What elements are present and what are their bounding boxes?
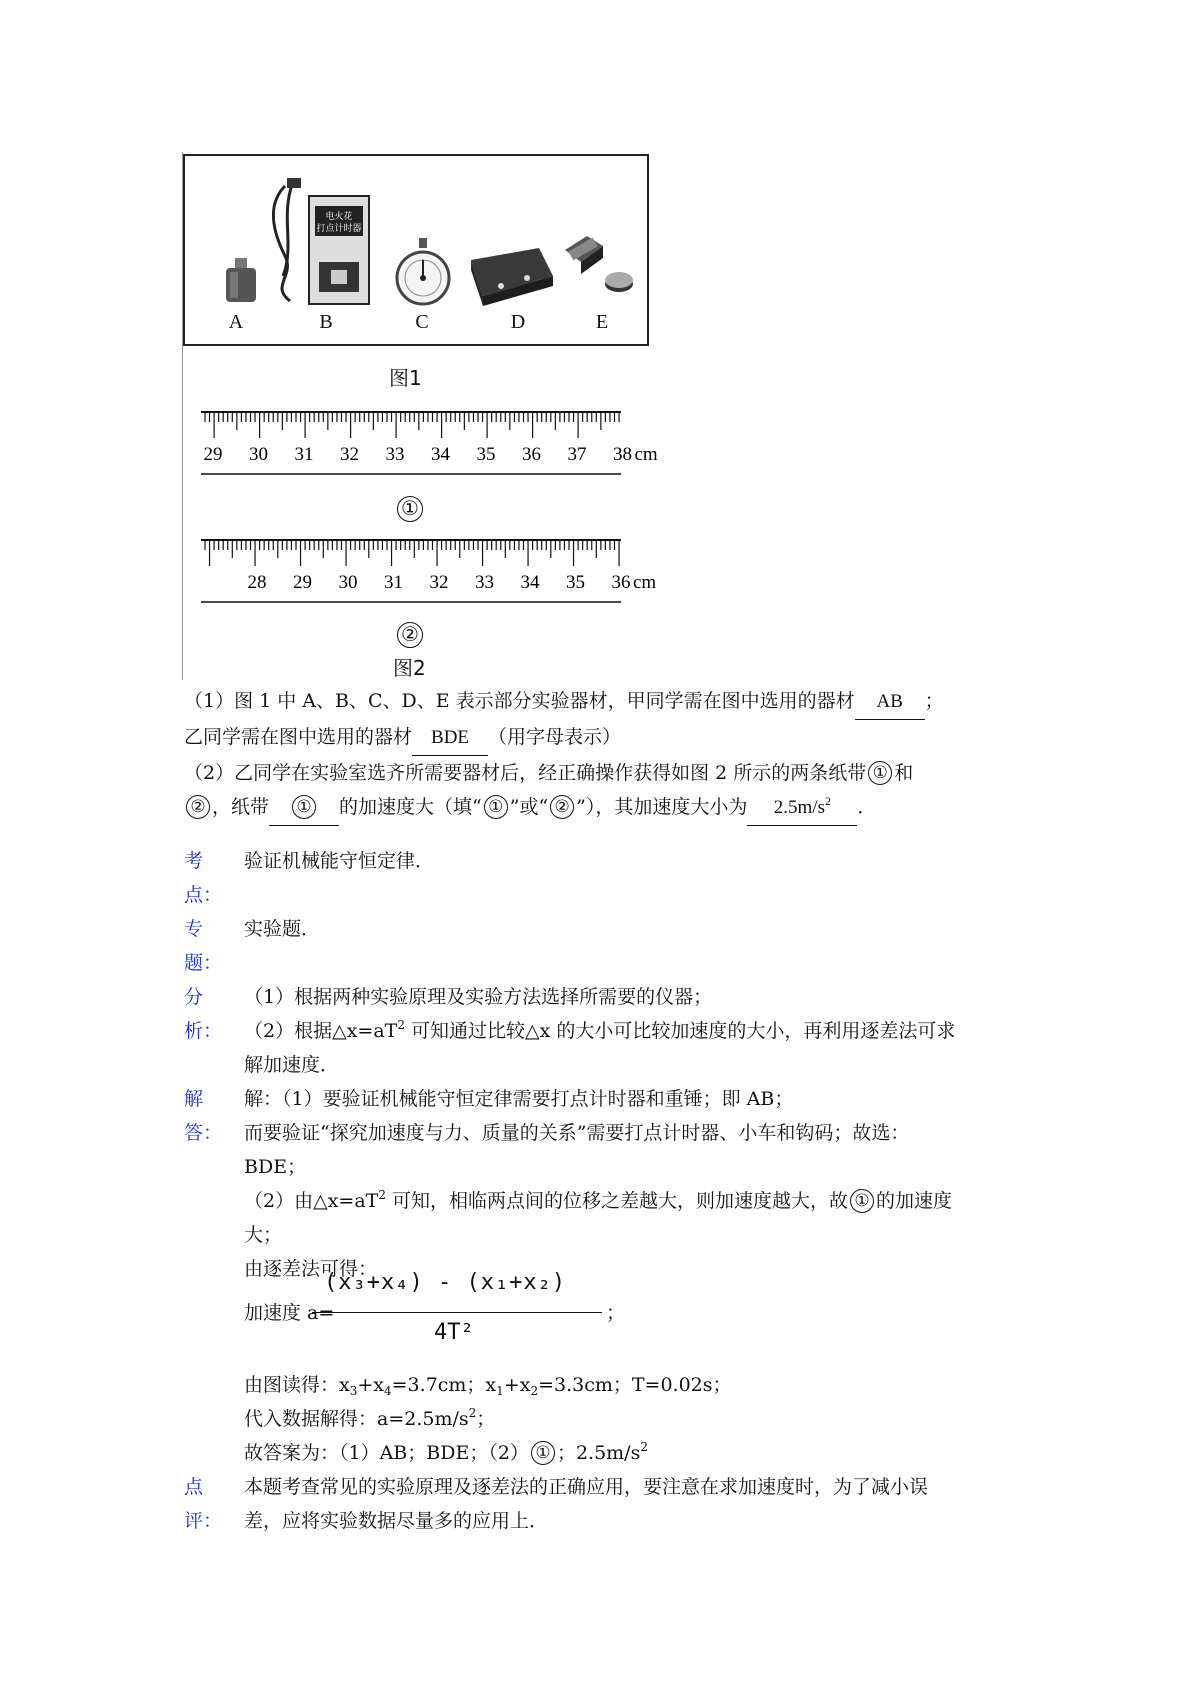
q2-answer-2-exp: 2 [824, 794, 831, 808]
label-zhuanti-1: 专 [184, 918, 204, 940]
label-jieda [184, 1082, 223, 1150]
label-jieda-1: 解 [184, 1088, 204, 1110]
weight-icon [221, 254, 261, 306]
formula-numerator: (x₃+x₄) - (x₁+x₂) [324, 1270, 567, 1295]
ruler-2 [201, 536, 657, 606]
kaodian-text: 验证机械能守恒定律． [244, 850, 435, 872]
label-kaodian [184, 844, 223, 912]
acceleration-formula [244, 1270, 664, 1350]
ruler2-tick-label: 29 [293, 572, 312, 593]
question-block [184, 684, 1034, 826]
timer-label-2: 打点计时器 [316, 224, 362, 234]
ruler2-tick-label: 36 [611, 572, 631, 593]
label-c: C [415, 311, 429, 333]
label-d: D [510, 311, 526, 333]
label-kaodian-1: 考 [184, 850, 204, 872]
jieda-line-4-exp: 2 [378, 1188, 386, 1202]
q2-text-4: ”或“ [509, 796, 549, 818]
label-jieda-2: 答： [184, 1122, 223, 1144]
ruler2-marker: ② [397, 622, 423, 648]
sub-x2: 2 [530, 1384, 539, 1398]
ruler1-marker: ① [397, 496, 423, 522]
label-dianping-2: 评： [184, 1510, 223, 1532]
jieda-line-2: 而要验证“探究加速度与力、质量的关系”需要打点计时器、小车和钩码；故选： [244, 1122, 910, 1144]
jieda-line-1: 解：（1）要验证机械能守恒定律需要打点计时器和重锤；即 AB； [244, 1088, 794, 1110]
jieda-line-8 [244, 1368, 1034, 1402]
ruler2-tick-label: 34 [520, 572, 540, 593]
jieda-line-9a: 代入数据解得：a=2.5m/s [244, 1408, 469, 1430]
label-b: B [319, 311, 333, 333]
ruler2-tick-label: 30 [338, 572, 358, 593]
label-fenxi [184, 980, 223, 1048]
ruler2-unit: cm [633, 572, 657, 593]
q2-text-3: 的加速度大（填“ [339, 796, 482, 818]
fenxi-line-2 [244, 1014, 1034, 1048]
spark-timer-icon [265, 176, 375, 308]
fenxi-line-2b: 可知通过比较△x 的大小可比较加速度的大小，再利用逐差法可求 [404, 1020, 956, 1042]
q2-answer-1 [269, 791, 339, 826]
label-zhuanti-2: 题： [184, 952, 223, 974]
jieda-line-4b: 可知，相临两点间的位移之差越大，则加速度越大，故 [385, 1190, 849, 1212]
ruler2-tick-label: 32 [429, 572, 449, 593]
question-line-4 [184, 790, 1034, 826]
sub-x3: 3 [349, 1384, 358, 1398]
ruler1-tick-label: 31 [294, 444, 314, 465]
label-zhuanti [184, 912, 223, 980]
jieda-line-10-exp: 2 [640, 1440, 648, 1454]
q1-answer-2: BDE [412, 721, 488, 756]
q1-sep: ； [924, 690, 944, 712]
ruler2-tick-label: 33 [475, 572, 494, 593]
label-fenxi-2: 析： [184, 1020, 223, 1042]
figure1-caption: 图1 [389, 366, 422, 390]
jieda-line-6: 由逐差法可得： [244, 1258, 378, 1280]
ruler1-tick-label: 32 [340, 444, 359, 465]
jieda-line-8a: 由图读得：x [244, 1374, 350, 1396]
ruler1-tick-label: 37 [567, 444, 587, 465]
dianping-text [244, 1470, 1034, 1538]
jieda-line-3: BDE； [244, 1156, 307, 1178]
fenxi-line-3: 解加速度． [244, 1054, 340, 1076]
dianping-line-2: 差，应将实验数据尽量多的应用上． [244, 1510, 549, 1532]
q2-answer-1-circle: ① [292, 795, 316, 819]
stopwatch-icon [391, 236, 455, 308]
question-line-2 [184, 720, 1034, 756]
jieda-line-10 [244, 1436, 1034, 1470]
ruler2-tick-label: 31 [384, 572, 403, 593]
formula-prefix: 加速度 a= [244, 1302, 335, 1324]
jieda-line-8d: +x [503, 1374, 531, 1396]
q2-text-2: ，纸带 [212, 796, 270, 818]
question-line-1 [184, 684, 1034, 720]
label-e: E [595, 311, 609, 333]
fenxi-line-2a: （2）根据△x=aT [244, 1020, 398, 1042]
label-dianping-1: 点 [184, 1476, 204, 1498]
figure2-caption: 图2 [393, 656, 426, 680]
q2-circle-1: ① [868, 761, 892, 785]
jieda-line-10b: ；2.5m/s [556, 1442, 641, 1464]
fenxi-text [244, 980, 1034, 1082]
q2-answer-2 [747, 791, 857, 826]
q2-option-1: ① [484, 795, 508, 819]
timer-label-1: 电火花 [325, 212, 353, 222]
jieda-line-5: 大； [244, 1224, 283, 1246]
figure1-equipment [183, 154, 649, 346]
label-fenxi-1: 分 [184, 986, 204, 1008]
jieda-line-4a: （2）由△x=aT [244, 1190, 379, 1212]
ruler1-tick-label: 36 [522, 444, 541, 465]
q1-text-2: 乙同学需在图中选用的器材 [184, 726, 413, 748]
jieda-line-9-exp: 2 [468, 1406, 477, 1420]
ruler1-unit: cm [634, 444, 658, 465]
q2-option-2: ② [550, 795, 574, 819]
q1-answer-1: AB [855, 685, 925, 720]
ruler1-tick-label: 38 [613, 444, 632, 465]
ruler1-tick-label: 33 [385, 444, 405, 465]
jieda-line-10-circle: ① [531, 1441, 555, 1465]
jieda-line-8e: =3.3cm；T=0.02s； [538, 1374, 732, 1396]
jieda-line-10a: 故答案为：（1）AB；BDE；（2） [244, 1442, 529, 1464]
figure-area [182, 152, 663, 680]
jieda-line-8b: +x [357, 1374, 384, 1396]
jieda-line-9b: ； [476, 1408, 496, 1430]
cart-box-icon [461, 240, 557, 308]
hook-weights-icon [557, 228, 637, 308]
formula-suffix: ； [606, 1302, 626, 1324]
ruler1-tick-label: 29 [203, 444, 223, 465]
jieda-line-4-circle: ① [850, 1189, 874, 1213]
ruler1-tick-label: 35 [476, 444, 496, 465]
question-line-3 [184, 756, 1034, 790]
ruler-1 [201, 408, 658, 476]
q1-hint: （用字母表示） [488, 726, 622, 748]
ruler2-tick-label: 28 [247, 572, 267, 593]
q2-and: 和 [894, 762, 914, 784]
sub-x1: 1 [496, 1384, 504, 1398]
fenxi-line-2-exp: 2 [397, 1018, 405, 1032]
formula-fraction-bar [312, 1312, 602, 1313]
q2-circle-2: ② [186, 795, 210, 819]
label-dianping [184, 1470, 223, 1538]
ruler2-tick-label: 35 [566, 572, 585, 593]
label-kaodian-2: 点： [184, 884, 223, 906]
q2-end: ． [857, 796, 877, 818]
q1-text: （1）图 1 中 A、B、C、D、E 表示部分实验器材，甲同学需在图中选用的器材 [184, 690, 855, 712]
label-a: A [228, 311, 244, 333]
jieda-text-2 [244, 1368, 1034, 1470]
jieda-line-4c: 的加速度 [876, 1190, 953, 1212]
jieda-line-4 [244, 1184, 1034, 1218]
dianping-line-1: 本题考查常见的实验原理及逐差法的正确应用，要注意在求加速度时，为了减小误 [244, 1476, 929, 1498]
jieda-line-8c: =3.7cm；x [391, 1374, 497, 1396]
q2-text: （2）乙同学在实验室选齐所需要器材后，经正确操作获得如图 2 所示的两条纸带 [184, 762, 867, 784]
q2-answer-2-value: 2.5m/s [773, 797, 825, 818]
ruler1-tick-label: 30 [249, 444, 268, 465]
jieda-text [244, 1082, 1034, 1286]
jieda-line-9 [244, 1402, 1034, 1436]
formula-denominator: 4T² [434, 1320, 474, 1345]
q2-text-5: ”），其加速度大小为 [576, 796, 748, 818]
ruler1-tick-label: 34 [431, 444, 450, 465]
sub-x4: 4 [384, 1384, 392, 1398]
zhuanti-text: 实验题． [244, 918, 321, 940]
fenxi-line-1: （1）根据两种实验原理及实验方法选择所需要的仪器； [244, 986, 713, 1008]
